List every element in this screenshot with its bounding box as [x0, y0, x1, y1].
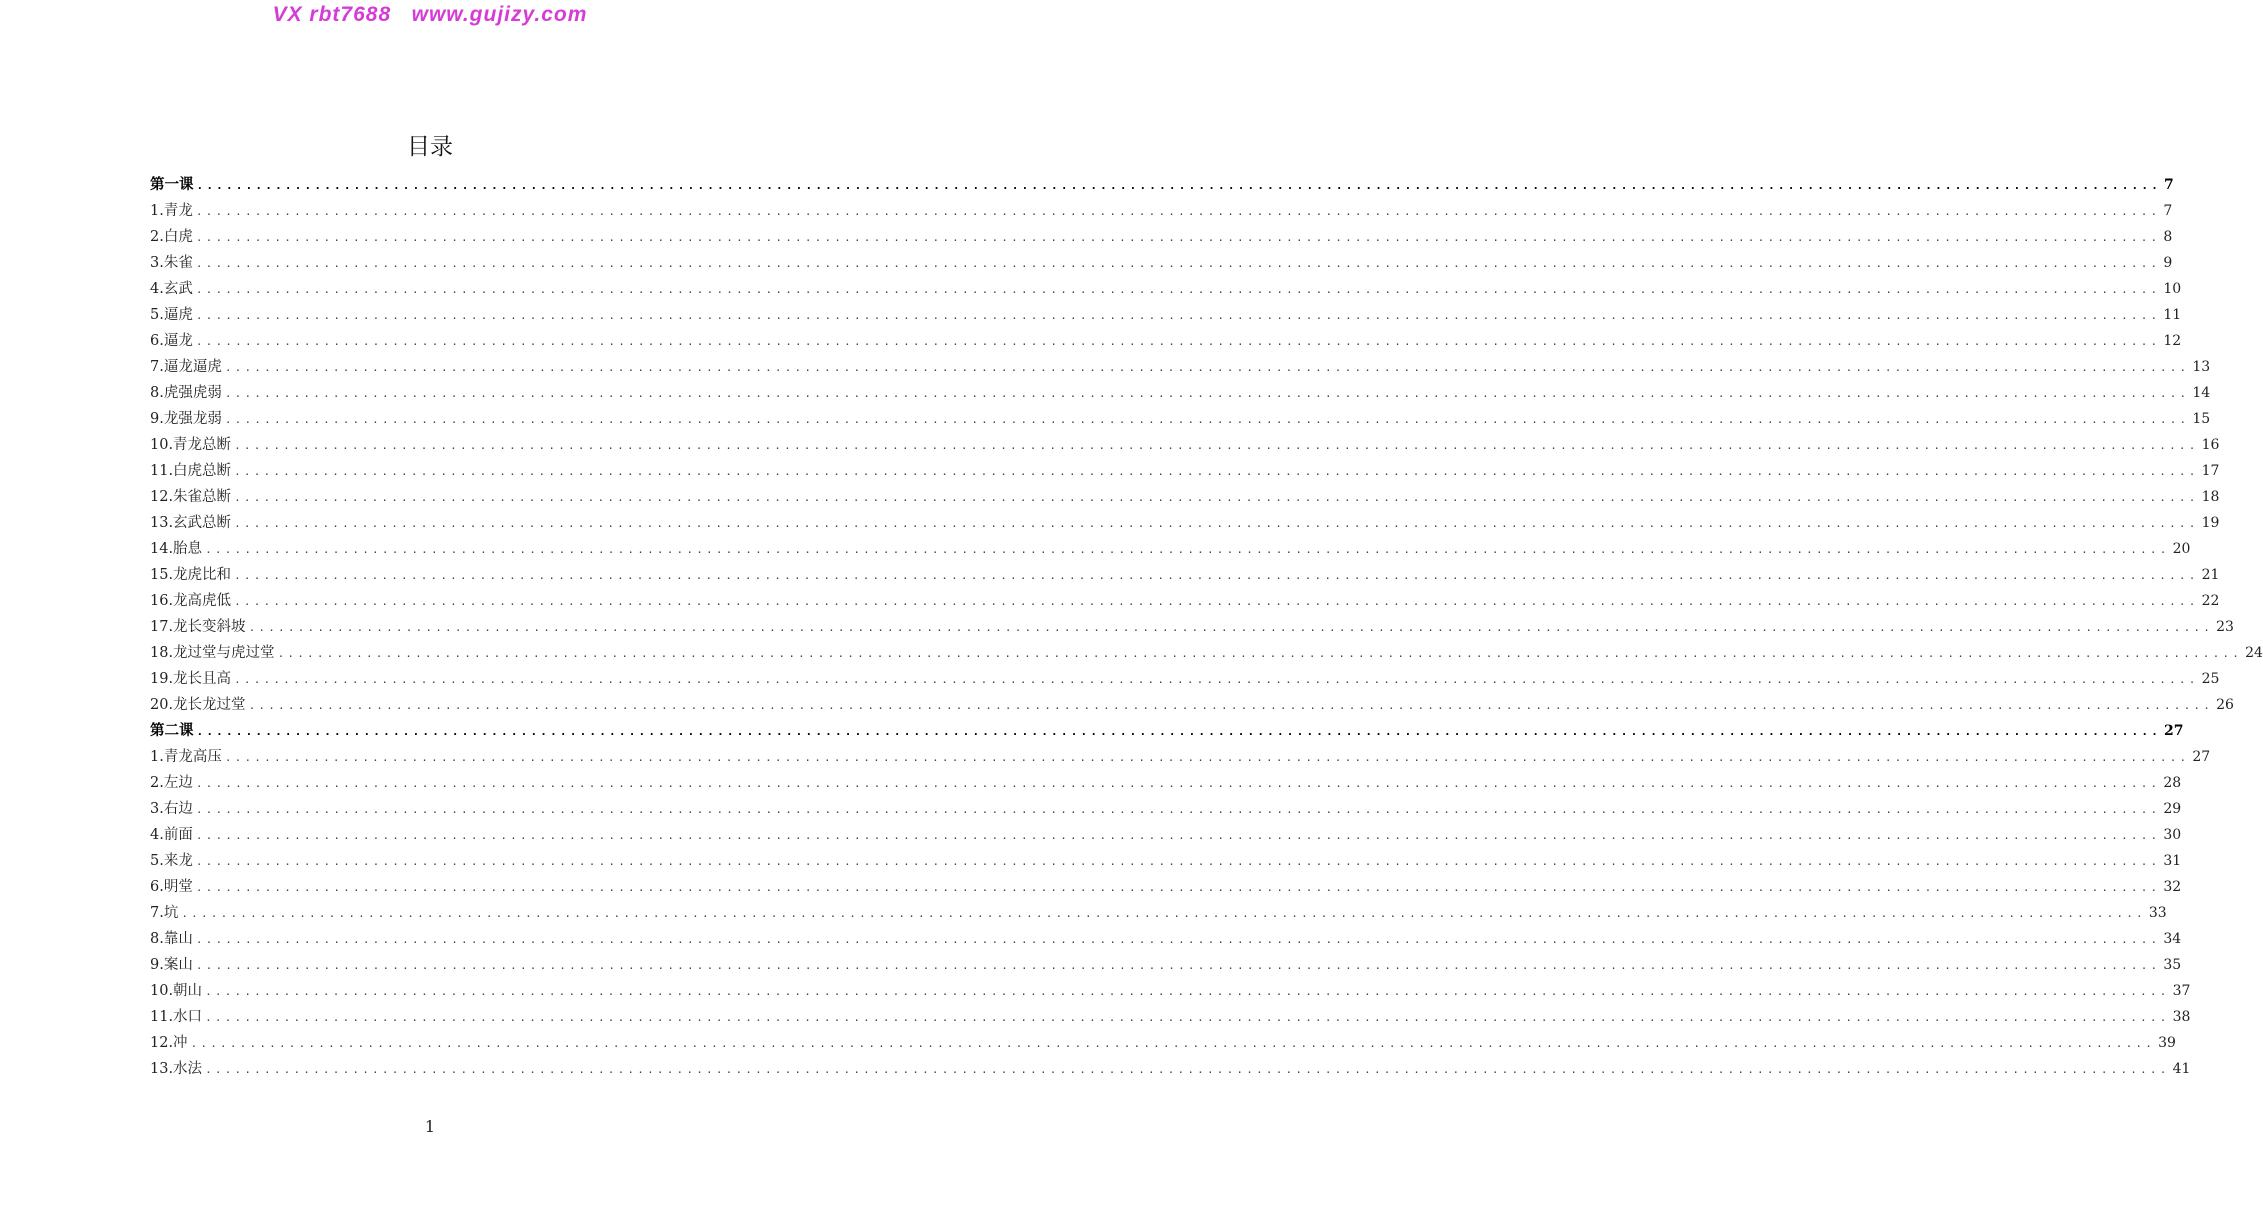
toc-entry-label: 3.朱雀 [150, 255, 193, 271]
toc-entry-label: 15.龙虎比和 [150, 567, 232, 583]
toc-entry[interactable] [150, 328, 2182, 354]
toc-entry-label: 4.玄武 [150, 281, 193, 297]
toc-dot-leader: ........................................................................................................................................................................................................ [224, 387, 2190, 400]
toc-entry[interactable] [150, 458, 2220, 484]
toc-entry-page: 30 [2163, 827, 2182, 843]
toc-entry-page: 24 [2245, 645, 2263, 661]
toc-entry-label: 5.来龙 [150, 853, 193, 869]
toc-entry-page: 9 [2163, 255, 2173, 271]
toc-entry-label: 19.龙长且高 [150, 671, 232, 687]
toc-entry-label: 14.胎息 [150, 541, 203, 557]
toc-dot-leader: ........................................................................................................................................................................................................ [195, 959, 2161, 972]
toc-dot-leader: ........................................................................................................................................................................................................ [195, 933, 2161, 946]
toc-entry-page: 41 [2172, 1061, 2191, 1077]
toc-entry-page: 12 [2163, 333, 2182, 349]
toc-entry[interactable] [150, 640, 2263, 666]
toc-dot-leader: ........................................................................................................................................................................................................ [195, 803, 2161, 816]
toc-entry-page: 27 [2192, 749, 2211, 765]
toc-entry[interactable] [150, 302, 2182, 328]
toc-entry[interactable] [150, 796, 2182, 822]
toc-dot-leader: ........................................................................................................................................................................................................ [224, 751, 2190, 764]
toc-entry-page: 21 [2201, 567, 2220, 583]
toc-dot-leader: ........................................................................................................................................................................................................ [196, 725, 2162, 738]
page-title: 目录 [407, 134, 453, 160]
toc-dot-leader: ........................................................................................................................................................................................................ [234, 465, 2199, 478]
toc-entry-label: 1.青龙 [150, 203, 193, 219]
toc-dot-leader: ........................................................................................................................................................................................................ [205, 985, 2170, 998]
toc-entry-label: 13.玄武总断 [150, 515, 232, 531]
toc-entry-label: 20.龙长龙过堂 [150, 697, 246, 713]
toc-entry[interactable] [150, 926, 2182, 952]
toc-entry-page: 29 [2163, 801, 2182, 817]
toc-entry[interactable] [150, 978, 2191, 1004]
toc-entry-page: 15 [2192, 411, 2211, 427]
toc-entry[interactable] [150, 380, 2211, 406]
toc-entry[interactable] [150, 666, 2220, 692]
toc-entry[interactable] [150, 614, 2234, 640]
toc-dot-leader: ........................................................................................................................................................................................................ [195, 257, 2161, 270]
toc-entry-page: 7 [2164, 177, 2174, 193]
toc-entry[interactable] [150, 900, 2167, 926]
toc-entry-page: 22 [2201, 593, 2220, 609]
toc-entry-label: 3.右边 [150, 801, 193, 817]
toc-entry-page: 19 [2201, 515, 2220, 531]
toc-entry[interactable] [150, 744, 2211, 770]
toc-dot-leader: ........................................................................................................................................................................................................ [234, 595, 2199, 608]
toc-dot-leader: ........................................................................................................................................................................................................ [234, 673, 2199, 686]
toc-dot-leader: ........................................................................................................................................................................................................ [195, 335, 2161, 348]
page-number: 1 [424, 1117, 436, 1136]
toc-entry-page: 18 [2201, 489, 2220, 505]
toc-dot-leader: ........................................................................................................................................................................................................ [224, 361, 2190, 374]
toc-chapter-entry[interactable] [150, 172, 2174, 198]
toc-entry-label: 4.前面 [150, 827, 193, 843]
toc-entry-page: 17 [2201, 463, 2220, 479]
toc-entry-label: 6.逼龙 [150, 333, 193, 349]
toc-dot-leader: ........................................................................................................................................................................................................ [195, 829, 2161, 842]
toc-entry-page: 26 [2216, 697, 2234, 713]
watermark-text: VX rbt7688 www.gujizy.com [272, 3, 588, 26]
toc-entry-label: 第一课 [150, 176, 194, 193]
toc-dot-leader: ........................................................................................................................................................................................................ [234, 517, 2199, 530]
toc-entry-label: 9.案山 [150, 957, 193, 973]
toc-entry[interactable] [150, 276, 2182, 302]
toc-entry-label: 17.龙长变斜坡 [150, 619, 246, 635]
toc-entry[interactable] [150, 406, 2211, 432]
toc-entry[interactable] [150, 874, 2182, 900]
toc-entry-page: 34 [2163, 931, 2182, 947]
toc-entry-label: 7.坑 [150, 905, 179, 921]
toc-dot-leader: ........................................................................................................................................................................................................ [195, 855, 2161, 868]
toc-dot-leader: ........................................................................................................................................................................................................ [234, 569, 2199, 582]
toc-entry[interactable] [150, 510, 2220, 536]
toc-entry-page: 8 [2163, 229, 2173, 245]
toc-dot-leader: ........................................................................................................................................................................................................ [224, 413, 2190, 426]
toc-entry-page: 39 [2158, 1035, 2176, 1051]
table-of-contents [150, 172, 2263, 1082]
toc-dot-leader: ........................................................................................................................................................................................................ [205, 1063, 2170, 1076]
toc-dot-leader: ........................................................................................................................................................................................................ [196, 179, 2162, 192]
toc-entry-label: 18.龙过堂与虎过堂 [150, 645, 275, 661]
toc-entry[interactable] [150, 822, 2182, 848]
toc-entry-label: 8.虎强虎弱 [150, 385, 222, 401]
toc-dot-leader: ........................................................................................................................................................................................................ [277, 647, 2243, 660]
toc-entry[interactable] [150, 484, 2220, 510]
toc-entry[interactable] [150, 692, 2234, 718]
toc-entry[interactable] [150, 198, 2173, 224]
toc-entry-label: 10.朝山 [150, 983, 203, 999]
toc-entry[interactable] [150, 848, 2182, 874]
toc-dot-leader: ........................................................................................................................................................................................................ [205, 543, 2170, 556]
toc-entry-label: 11.水口 [150, 1009, 203, 1025]
toc-entry-page: 25 [2201, 671, 2220, 687]
toc-entry-page: 11 [2163, 307, 2182, 323]
toc-entry-label: 第二课 [150, 722, 194, 739]
toc-entry-page: 33 [2148, 905, 2167, 921]
toc-dot-leader: ........................................................................................................................................................................................................ [195, 881, 2161, 894]
toc-entry[interactable] [150, 224, 2173, 250]
toc-dot-leader: ........................................................................................................................................................................................................ [248, 621, 2214, 634]
toc-entry-page: 37 [2172, 983, 2191, 999]
toc-dot-leader: ........................................................................................................................................................................................................ [234, 491, 2199, 504]
toc-entry-page: 16 [2201, 437, 2220, 453]
toc-entry[interactable] [150, 770, 2182, 796]
toc-dot-leader: ........................................................................................................................................................................................................ [190, 1037, 2156, 1050]
toc-entry-page: 38 [2172, 1009, 2191, 1025]
toc-entry[interactable] [150, 354, 2211, 380]
toc-entry-page: 7 [2163, 203, 2173, 219]
toc-entry-label: 7.逼龙逼虎 [150, 359, 222, 375]
toc-entry-page: 10 [2163, 281, 2182, 297]
toc-entry[interactable] [150, 536, 2191, 562]
toc-entry-label: 2.白虎 [150, 229, 193, 245]
toc-entry-label: 9.龙强龙弱 [150, 411, 222, 427]
toc-entry[interactable] [150, 588, 2220, 614]
toc-dot-leader: ........................................................................................................................................................................................................ [195, 205, 2161, 218]
toc-entry-page: 23 [2216, 619, 2234, 635]
toc-entry-page: 28 [2163, 775, 2182, 791]
toc-dot-leader: ........................................................................................................................................................................................................ [195, 777, 2161, 790]
toc-entry-page: 14 [2192, 385, 2211, 401]
toc-dot-leader: ........................................................................................................................................................................................................ [195, 309, 2161, 322]
toc-entry-page: 20 [2172, 541, 2191, 557]
toc-entry-label: 2.左边 [150, 775, 193, 791]
toc-entry[interactable] [150, 1056, 2191, 1082]
toc-entry-page: 13 [2192, 359, 2211, 375]
toc-entry[interactable] [150, 432, 2220, 458]
toc-entry[interactable] [150, 1030, 2176, 1056]
toc-dot-leader: ........................................................................................................................................................................................................ [195, 231, 2161, 244]
toc-entry-page: 32 [2163, 879, 2182, 895]
toc-entry-page: 31 [2163, 853, 2182, 869]
toc-dot-leader: ........................................................................................................................................................................................................ [234, 439, 2199, 452]
toc-entry-label: 1.青龙高压 [150, 749, 222, 765]
toc-entry-label: 10.青龙总断 [150, 437, 232, 453]
toc-dot-leader: ........................................................................................................................................................................................................ [205, 1011, 2170, 1024]
toc-entry[interactable] [150, 1004, 2191, 1030]
toc-dot-leader: ........................................................................................................................................................................................................ [195, 283, 2161, 296]
toc-entry[interactable] [150, 562, 2220, 588]
toc-entry-label: 5.逼虎 [150, 307, 193, 323]
toc-entry-label: 13.水法 [150, 1061, 203, 1077]
toc-entry-page: 35 [2163, 957, 2182, 973]
toc-dot-leader: ........................................................................................................................................................................................................ [181, 907, 2146, 920]
toc-entry-label: 11.白虎总断 [150, 463, 232, 479]
toc-entry-label: 12.冲 [150, 1035, 188, 1051]
toc-chapter-entry[interactable] [150, 718, 2184, 744]
toc-entry[interactable] [150, 952, 2182, 978]
toc-dot-leader: ........................................................................................................................................................................................................ [248, 699, 2214, 712]
toc-entry-page: 27 [2164, 723, 2184, 739]
toc-entry-label: 16.龙高虎低 [150, 593, 232, 609]
toc-entry[interactable] [150, 250, 2173, 276]
toc-entry-label: 8.靠山 [150, 931, 193, 947]
toc-entry-label: 6.明堂 [150, 879, 193, 895]
toc-entry-label: 12.朱雀总断 [150, 489, 232, 505]
